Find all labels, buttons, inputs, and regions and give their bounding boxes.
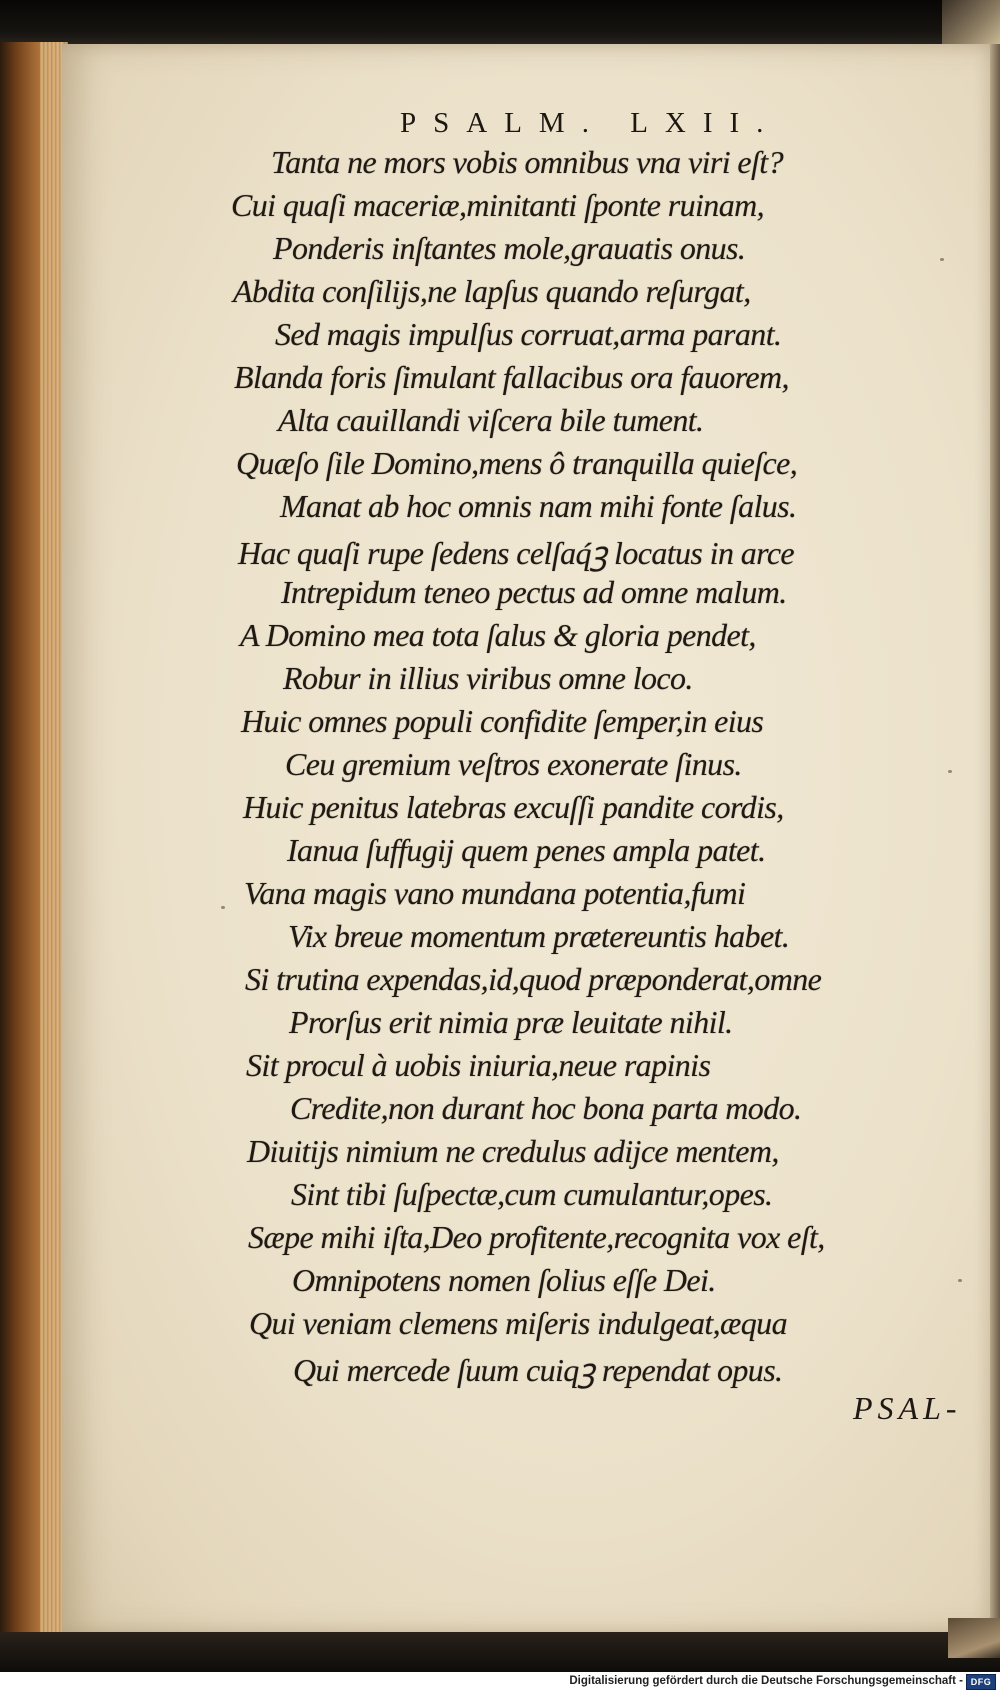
verse-line: Credite,non durant hoc bona parta modo.	[290, 1090, 802, 1126]
verse-line: A Domino mea tota ſalus & gloria pendet,	[240, 617, 756, 653]
dfg-logo-icon: DFG	[966, 1674, 996, 1690]
verse-line: Ceu gremium veſtros exonerate ſinus.	[285, 746, 742, 782]
catchword: PSAL-	[853, 1390, 962, 1426]
verse-line: Huic omnes populi confidite ſemper,in eius	[241, 703, 764, 739]
verse-line: Sit procul à uobis iniuria,neue rapinis	[246, 1047, 711, 1083]
verse-line: Si trutina expendas,id,quod præponderat,omne	[245, 961, 822, 997]
verse-line: Blanda foris ſimulant fallacibus ora fauorem,	[234, 359, 789, 395]
funding-credit: Digitalisierung gefördert durch die Deutsche Forschungsgemeinschaft -	[569, 1675, 963, 1687]
verse-line: Tanta ne mors vobis omnibus vna viri eſt?	[271, 144, 783, 180]
paper-speck	[940, 258, 944, 261]
page-right-edge	[990, 44, 1000, 1634]
verse-line: Quæſo ſile Domino,mens ô tranquilla quieſce,	[236, 445, 798, 481]
verse-line: Omnipotens nomen ſolius eſſe Dei.	[292, 1262, 716, 1298]
verse-line: Diuitijs nimium ne credulus adijce mentem,	[247, 1133, 779, 1169]
verse-line: Intrepidum teneo pectus ad omne malum.	[281, 574, 787, 610]
verse-line: Sæpe mihi iſta,Deo profitente,recognita vox eſt,	[248, 1219, 825, 1255]
verse-line: Cui quaſi maceriæ,minitanti ſponte ruinam,	[231, 187, 765, 223]
verse-line: Ianua ſuffugij quem penes ampla patet.	[287, 832, 766, 868]
verse-line: Sed magis impulſus corruat,arma parant.	[275, 316, 782, 352]
verse-line: Qui mercede ſuum cuiqꝫ rependat opus.	[293, 1352, 783, 1388]
verse-line: Robur in illius viribus omne loco.	[283, 660, 693, 696]
verse-line: Huic penitus latebras excuſſi pandite cordis,	[243, 789, 784, 825]
verse-line: Hac quaſi rupe ſedens celſaq́ꝫ locatus in arce	[238, 535, 795, 571]
verse-line: Abdita conſilijs,ne lapſus quando reſurgat,	[233, 273, 751, 309]
verse-line: Vana magis vano mundana potentia,fumi	[244, 875, 746, 911]
paper-speck	[948, 770, 952, 773]
verse-line: Ponderis inſtantes mole,grauatis onus.	[273, 230, 746, 266]
verse-line: Vix breue momentum prætereuntis habet.	[288, 918, 790, 954]
verse-line: Manat ab hoc omnis nam mihi fonte ſalus.	[280, 488, 797, 524]
binding-scrap	[942, 0, 1000, 44]
verse-line: Sint tibi ſuſpectæ,cum cumulantur,opes.	[291, 1176, 773, 1212]
paper-speck	[958, 1279, 962, 1282]
top-edge	[0, 0, 1000, 46]
paper-speck	[221, 906, 225, 909]
running-header: PSALM. LXII.	[400, 107, 781, 139]
bottom-corner-scrap	[948, 1618, 1000, 1658]
verse-line: Prorſus erit nimia præ leuitate nihil.	[289, 1004, 733, 1040]
bottom-edge	[0, 1632, 1000, 1672]
verse-line: Alta cauillandi viſcera bile tument.	[278, 402, 704, 438]
verse-line: Qui veniam clemens miſeris indulgeat,æqua	[249, 1305, 787, 1341]
